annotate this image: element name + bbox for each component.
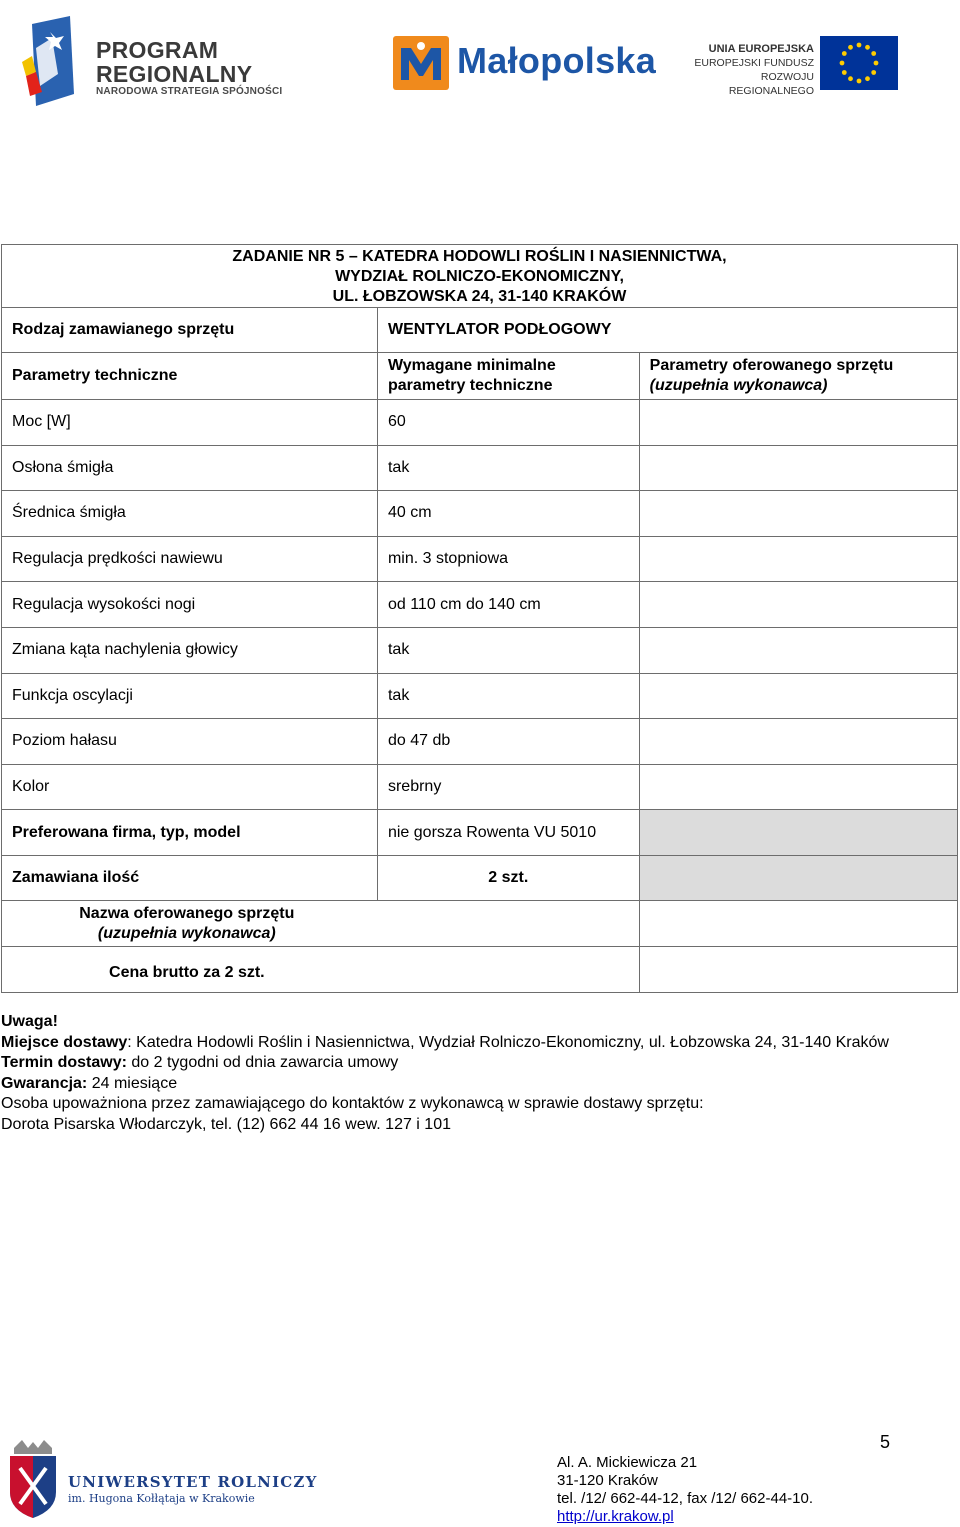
delivery-place-label: Miejsce dostawy — [1, 1033, 128, 1051]
table-row — [2, 582, 958, 628]
price-input-cell[interactable] — [639, 947, 957, 993]
price-label: Cena brutto za 2 szt. — [2, 947, 640, 993]
program-line-2: REGIONALNY — [96, 61, 253, 87]
param-rows — [2, 400, 958, 810]
offered-name-row — [2, 901, 958, 947]
equipment-type-value: WENTYLATOR PODŁOGOWY — [377, 308, 957, 353]
program-line-1: PROGRAM — [96, 37, 219, 63]
table-row — [2, 536, 958, 582]
program-regionalny-logo — [22, 16, 292, 108]
eu-text — [674, 42, 814, 98]
quantity-row — [2, 856, 958, 901]
program-regionalny-title — [96, 38, 252, 86]
delivery-notes — [1, 1012, 959, 1135]
malopolska-wordmark: Małopolska — [457, 40, 657, 81]
equipment-type-label: Rodzaj zamawianego sprzętu — [2, 308, 378, 353]
param-required-value: 60 — [377, 400, 639, 446]
contact-person: Dorota Pisarska Włodarczyk, tel. (12) 662 44 16 wew. 127 i 101 — [1, 1115, 451, 1133]
param-name: Regulacja wysokości nogi — [2, 582, 378, 628]
delivery-time-value: do 2 tygodni od dnia zawarcia umowy — [126, 1054, 399, 1071]
website-link[interactable]: http://ur.krakow.pl — [557, 1508, 674, 1525]
required-header-line-2: parametry techniczne — [387, 377, 553, 394]
eu-line-2: EUROPEJSKI FUNDUSZ — [694, 57, 814, 69]
param-required-value: srebrny — [377, 764, 639, 810]
param-offered-input-cell[interactable] — [639, 491, 957, 537]
table-row — [2, 491, 958, 537]
eu-flag-icon — [820, 36, 898, 90]
title-line-3: UL. ŁOBZOWSKA 24, 31-140 KRAKÓW — [332, 288, 627, 305]
table-row — [2, 400, 958, 446]
param-required-value: tak — [377, 445, 639, 491]
quantity-shaded-cell — [639, 856, 957, 901]
param-required-value: do 47 db — [377, 719, 639, 765]
eu-logo — [674, 36, 898, 97]
offered-header-line-1: Parametry oferowanego sprzętu — [649, 357, 894, 374]
program-subtitle: NARODOWA STRATEGIA SPÓJNOŚCI — [96, 86, 283, 97]
warranty-label: Gwarancja: — [1, 1074, 88, 1092]
param-name: Moc [W] — [2, 400, 378, 446]
preferred-label: Preferowana firma, typ, model — [2, 810, 378, 856]
param-offered-input-cell[interactable] — [639, 400, 957, 446]
university-address — [557, 1454, 813, 1526]
table-title — [2, 245, 958, 308]
address-line-3: tel. /12/ 662-44-12, fax /12/ 662-44-10. — [557, 1490, 814, 1507]
contact-line: Osoba upoważniona przez zamawiającego do kontaktów z wykonawcą w sprawie dostawy sprzętu: — [1, 1095, 704, 1112]
param-offered-input-cell[interactable] — [639, 719, 957, 765]
eu-line-1: UNIA EUROPEJSKA — [708, 43, 814, 55]
university-name: UNIWERSYTET ROLNICZY — [68, 1473, 318, 1491]
param-required-value: 40 cm — [377, 491, 639, 537]
delivery-place-value: : Katedra Hodowli Roślin i Nasiennictwa, Wydział Rolniczo-Ekonomiczny, ul. Łobzowska 24, 31-140 Kraków — [127, 1033, 889, 1051]
preferred-row — [2, 810, 958, 856]
malopolska-emblem-icon — [393, 36, 449, 90]
param-name: Zmiana kąta nachylenia głowicy — [2, 627, 378, 673]
param-offered-input-cell[interactable] — [639, 445, 957, 491]
university-crest-icon — [8, 1440, 58, 1518]
eu-line-3: ROZWOJU REGIONALNEGO — [728, 71, 814, 97]
param-name: Regulacja prędkości nawiewu — [2, 536, 378, 582]
param-name: Średnica śmigła — [2, 491, 378, 537]
param-offered-input-cell[interactable] — [639, 582, 957, 628]
offered-name-line-2: (uzupełnia wykonawca) — [97, 924, 276, 942]
param-name: Kolor — [2, 764, 378, 810]
specification-table — [1, 244, 958, 993]
warranty — [1, 1074, 959, 1095]
offered-name-input-cell[interactable] — [639, 901, 957, 947]
param-offered-input-cell[interactable] — [639, 536, 957, 582]
delivery-time — [1, 1053, 959, 1074]
equipment-type-row — [2, 308, 958, 353]
address-line-1: Al. A. Mickiewicza 21 — [557, 1454, 698, 1471]
preferred-value: nie gorsza Rowenta VU 5010 — [377, 810, 639, 856]
table-row — [2, 673, 958, 719]
param-required-value: tak — [377, 627, 639, 673]
offered-name-line-1: Nazwa oferowanego sprzętu — [79, 904, 295, 922]
param-name: Funkcja oscylacji — [2, 673, 378, 719]
table-row — [2, 445, 958, 491]
param-offered-input-cell[interactable] — [639, 673, 957, 719]
page-number: 5 — [880, 1432, 891, 1452]
malopolska-logo — [393, 36, 657, 90]
param-offered-input-cell[interactable] — [639, 627, 957, 673]
param-name: Osłona śmigła — [2, 445, 378, 491]
program-regionalny-emblem-icon — [22, 16, 82, 108]
table-row — [2, 719, 958, 765]
param-required-value: min. 3 stopniowa — [377, 536, 639, 582]
param-required-value: od 110 cm do 140 cm — [377, 582, 639, 628]
offered-params-header — [639, 353, 957, 400]
required-params-header — [377, 353, 639, 400]
title-line-1: ZADANIE NR 5 – KATEDRA HODOWLI ROŚLIN I NASIENNICTWA, — [232, 248, 727, 265]
offered-name-label — [2, 901, 640, 947]
table-row — [2, 764, 958, 810]
tech-params-header-row — [2, 353, 958, 400]
offered-header-line-2: (uzupełnia wykonawca) — [649, 377, 828, 394]
price-row — [2, 947, 958, 993]
delivery-place — [1, 1033, 959, 1054]
table-title-row — [2, 245, 958, 308]
param-offered-input-cell[interactable] — [639, 764, 957, 810]
required-header-line-1: Wymagane minimalne — [387, 357, 556, 374]
address-line-2: 31-120 Kraków — [557, 1472, 658, 1489]
param-required-value: tak — [377, 673, 639, 719]
preferred-shaded-cell — [639, 810, 957, 856]
tech-params-label: Parametry techniczne — [2, 353, 378, 400]
warning-heading: Uwaga! — [1, 1013, 58, 1030]
param-name: Poziom hałasu — [2, 719, 378, 765]
table-row — [2, 627, 958, 673]
warranty-value: 24 miesiące — [87, 1074, 178, 1092]
title-line-2: WYDZIAŁ ROLNICZO-EKONOMICZNY, — [335, 268, 624, 285]
delivery-time-label: Termin dostawy: — [1, 1054, 127, 1071]
quantity-label: Zamawiana ilość — [2, 856, 378, 901]
quantity-value: 2 szt. — [377, 856, 639, 901]
university-subtitle: im. Hugona Kołłątaja w Krakowie — [68, 1492, 255, 1505]
